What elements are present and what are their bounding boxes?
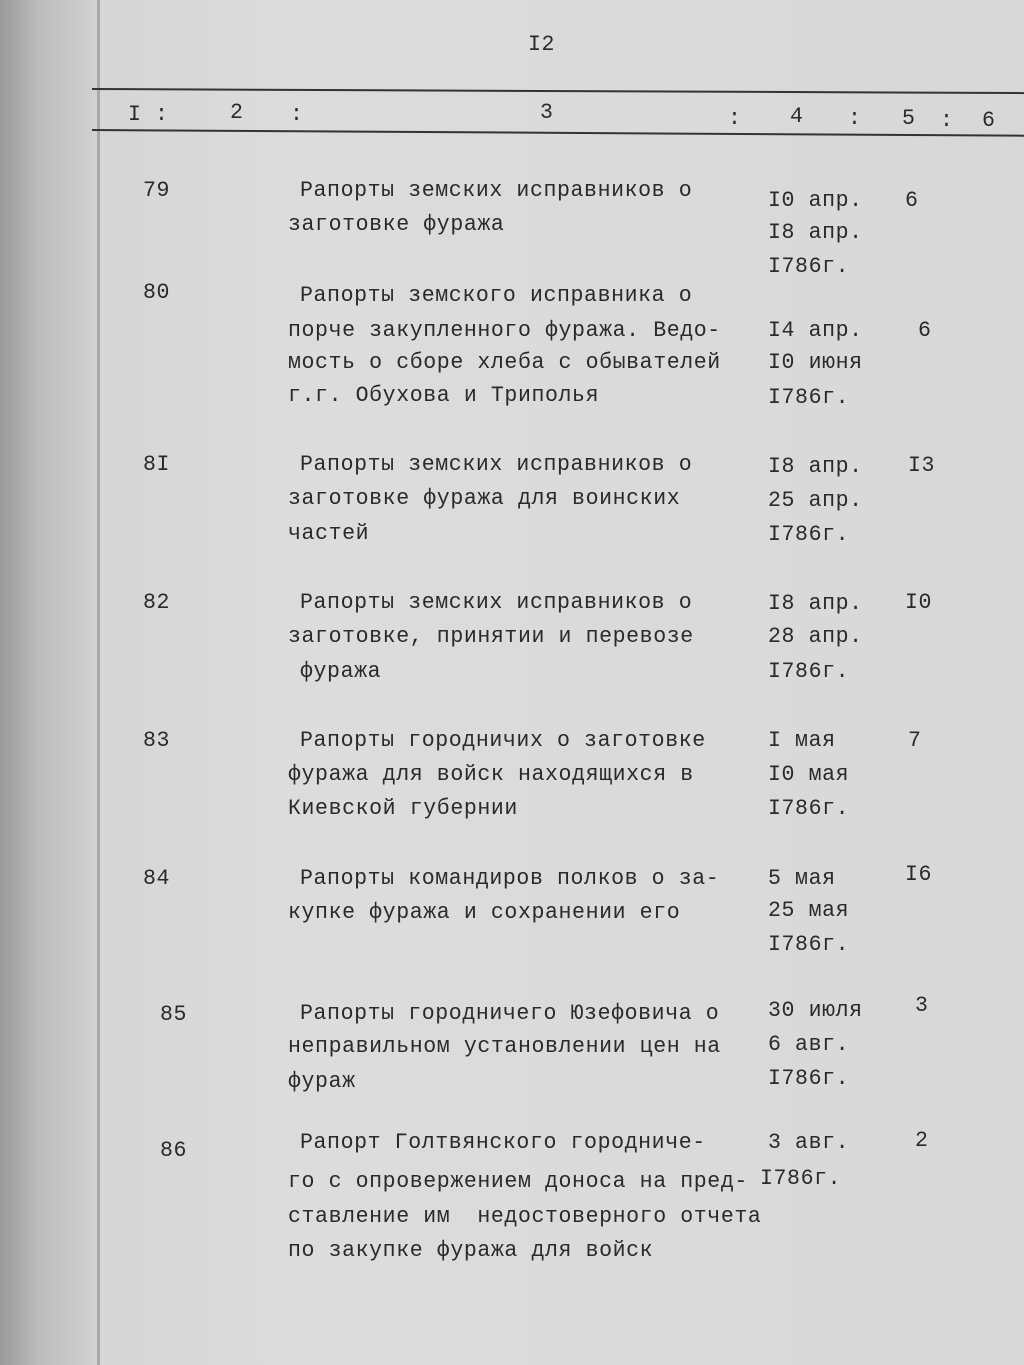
entry-description-line: ставление им недостоверного отчета <box>288 1204 762 1229</box>
entry-sheet-count: 2 <box>915 1128 929 1153</box>
entry-description-line: фуража <box>300 659 382 684</box>
col-4-header: 4 <box>790 104 804 129</box>
entry-number: 79 <box>143 178 171 203</box>
entry-description-line: заготовке фуража <box>288 212 505 237</box>
col-separator: : <box>728 106 742 131</box>
entry-description-line: Рапорт Голтвянского городниче- <box>300 1130 706 1155</box>
entry-description-line: го с опровержением доноса на пред- <box>288 1169 748 1194</box>
entry-date-line: I786г. <box>768 385 850 410</box>
entry-description-line: Рапорты земских исправников о <box>300 452 693 477</box>
entry-description-line: заготовке фуража для воинских <box>288 486 681 511</box>
entry-number: 8I <box>143 452 171 477</box>
col-5-header: 5 <box>902 106 916 131</box>
entry-date-line: I786г. <box>768 522 850 547</box>
col-separator: : <box>848 106 862 131</box>
entry-date-line: I786г. <box>768 932 850 957</box>
entry-date-line: 30 июля <box>768 998 863 1023</box>
col-1-header: I : <box>128 102 169 127</box>
entry-date-line: 5 мая <box>768 866 836 891</box>
entry-date-line: I786г. <box>768 659 850 684</box>
entry-description-line: купке фуража и сохранении его <box>288 900 681 925</box>
entry-date-line: I0 апр. <box>768 188 863 213</box>
entry-number: 82 <box>143 590 171 615</box>
entry-date-line: I786г. <box>768 796 850 821</box>
entry-number: 80 <box>143 280 171 305</box>
entry-date-line: I786г. <box>760 1166 842 1191</box>
page-number: I2 <box>528 32 556 57</box>
entry-sheet-count: 3 <box>915 993 929 1018</box>
entry-sheet-count: 7 <box>908 728 922 753</box>
entry-date-line: 6 авг. <box>768 1032 850 1057</box>
entry-description-line: заготовке, принятии и перевозе <box>288 624 694 649</box>
entry-sheet-count: 6 <box>918 318 932 343</box>
entry-description-line: Киевской губернии <box>288 796 518 821</box>
entry-number: 86 <box>160 1138 188 1163</box>
entry-description-line: мость о сборе хлеба с обывателей <box>288 350 721 375</box>
entry-number: 85 <box>160 1002 188 1027</box>
col-3-header: 3 <box>540 100 554 125</box>
entry-description-line: по закупке фуража для войск <box>288 1238 654 1263</box>
entry-description-line: Рапорты городничих о заготовке <box>300 728 706 753</box>
entry-description-line: фуража для войск находящихся в <box>288 762 694 787</box>
binding-edge <box>97 0 100 1365</box>
entry-description-line: Рапорты земских исправников о <box>300 178 693 203</box>
col-2-header: 2 <box>230 100 244 125</box>
col-6-header: 6 <box>982 108 996 133</box>
entry-description-line: Рапорты земских исправников о <box>300 590 693 615</box>
entry-date-line: 3 авг. <box>768 1130 850 1155</box>
header-top-rule <box>92 88 1024 94</box>
entry-description-line: Рапорты командиров полков о за- <box>300 866 720 891</box>
entry-date-line: I8 апр. <box>768 454 863 479</box>
entry-date-line: 25 апр. <box>768 488 863 513</box>
entry-sheet-count: I6 <box>905 862 933 887</box>
entry-number: 83 <box>143 728 171 753</box>
entry-date-line: I8 апр. <box>768 220 863 245</box>
entry-sheet-count: I0 <box>905 590 933 615</box>
entry-description-line: неправильном установлении цен на <box>288 1034 721 1059</box>
entry-date-line: 25 мая <box>768 898 850 923</box>
entry-description-line: порче закупленного фуража. Ведо- <box>288 318 721 343</box>
col-separator: : <box>290 102 304 127</box>
entry-date-line: I0 июня <box>768 350 863 375</box>
header-bottom-rule <box>92 129 1024 137</box>
entry-description-line: Рапорты земского исправника о <box>300 283 693 308</box>
entry-date-line: I786г. <box>768 254 850 279</box>
entry-date-line: I8 апр. <box>768 591 863 616</box>
entry-date-line: I0 мая <box>768 762 850 787</box>
entry-number: 84 <box>143 866 171 891</box>
entry-date-line: I мая <box>768 728 836 753</box>
entry-description-line: фураж <box>288 1069 356 1094</box>
col-separator: : <box>940 108 954 133</box>
entry-date-line: I786г. <box>768 1066 850 1091</box>
entry-description-line: г.г. Обухова и Триполья <box>288 383 600 408</box>
entry-description-line: частей <box>288 521 370 546</box>
entry-description-line: Рапорты городничего Юзефовича о <box>300 1001 720 1026</box>
entry-sheet-count: I3 <box>908 453 936 478</box>
entry-date-line: 28 апр. <box>768 624 863 649</box>
entry-date-line: I4 апр. <box>768 318 863 343</box>
entry-sheet-count: 6 <box>905 188 919 213</box>
